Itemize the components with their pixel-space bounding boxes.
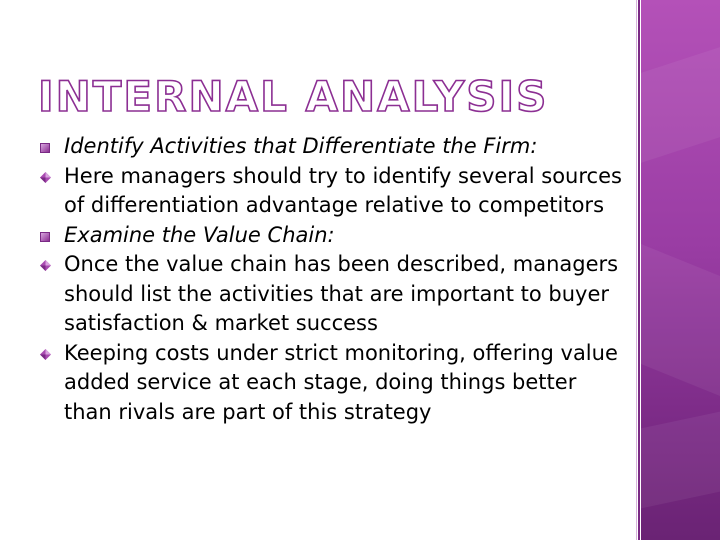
list-item xyxy=(40,221,630,251)
diamond-bullet-icon xyxy=(40,172,51,183)
list-item xyxy=(40,250,630,339)
item-body-text: Keeping costs under strict monitoring, offering value added service at each stage, doing things better than rivals are part of this strategy xyxy=(64,340,618,424)
slide-title: INTERNAL ANALYSIS xyxy=(38,72,549,121)
list-item xyxy=(40,339,630,428)
item-body-text: Here managers should try to identify several sources of differentiation advantage relative to competitors xyxy=(64,163,622,217)
diamond-bullet-icon xyxy=(40,260,51,271)
list-item xyxy=(40,132,630,162)
diamond-bullet-icon xyxy=(40,349,51,360)
side-divider-light xyxy=(636,0,637,540)
panel-facet xyxy=(641,244,720,396)
side-divider xyxy=(638,0,640,540)
item-heading-text: Examine the Value Chain: xyxy=(64,222,335,247)
list-item xyxy=(40,162,630,221)
decorative-side-panel xyxy=(641,0,720,540)
square-bullet-icon xyxy=(40,143,50,153)
bullet-list xyxy=(40,132,630,427)
panel-facet xyxy=(641,412,720,509)
panel-facet xyxy=(641,47,720,163)
item-body-text: Once the value chain has been described, managers should list the activities that are important to buyer satisfaction & market success xyxy=(64,252,619,335)
square-bullet-icon xyxy=(40,232,50,242)
item-heading-text: Identify Activities that Differentiate the Firm: xyxy=(64,134,538,158)
